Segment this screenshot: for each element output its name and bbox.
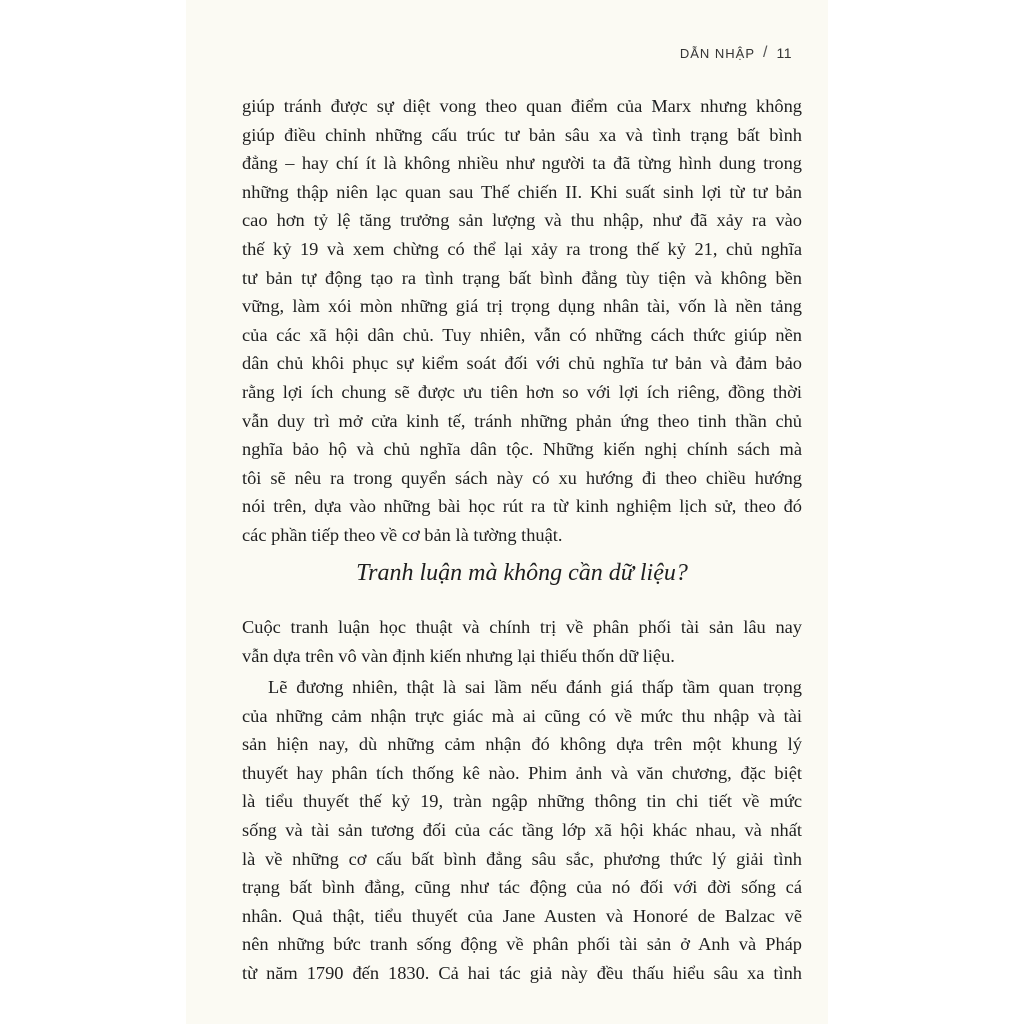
text-line: thuyết hay phân tích thống kê nào. Phim ảnh và văn chương, đặc biệt [242, 762, 802, 783]
text-line: nên những bức tranh sống động về phân phối tài sản ở Anh và Pháp [242, 934, 802, 955]
text-line: đẳng – hay chí ít là không nhiều như người ta đã từng hình dung trong [242, 153, 802, 174]
text-line: là về những cơ cấu bất bình đẳng sâu sắc, phương thức lý giải tình [242, 848, 802, 869]
text-line: vững, làm xói mòn những giá trị trọng dụng nhân tài, vốn là nền tảng [242, 296, 802, 317]
text-line: giúp điều chỉnh những cấu trúc tư bản sâu xa và tình trạng bất bình [242, 124, 802, 145]
text-line: rằng lợi ích chung sẽ được ưu tiên hơn so với lợi ích riêng, đồng thời [242, 381, 802, 402]
paragraph-continuation [242, 92, 802, 550]
section-heading: Tranh luận mà không cần dữ liệu? [356, 560, 688, 586]
text-line: tôi sẽ nêu ra trong quyển sách này có xu hướng đi theo chiều hướng [242, 467, 802, 488]
text-line: thế kỷ 19 và xem chừng có thể lại xảy ra trong thế kỷ 21, chủ nghĩa [242, 238, 802, 259]
text-line: giúp tránh được sự diệt vong theo quan điểm của Marx nhưng không [242, 96, 802, 116]
text-line: nhân. Quả thật, tiểu thuyết của Jane Austen và Honoré de Balzac vẽ [242, 905, 802, 926]
text-line: vẫn duy trì mở cửa kinh tế, tránh những phản ứng theo tinh thần chủ [242, 410, 802, 431]
text-line: tư bản tự động tạo ra tình trạng bất bình đẳng tùy tiện và không bền [242, 267, 802, 288]
text-line: những thập niên lạc quan sau Thế chiến II. Khi suất sinh lợi từ tư bản [242, 181, 802, 202]
text-line: nghĩa bảo hộ và chủ nghĩa dân tộc. Những kiến nghị chính sách mà [242, 439, 802, 460]
text-line: sản hiện nay, dù những cảm nhận đó không dựa trên một khung lý [242, 734, 802, 755]
header-separator: / [763, 44, 769, 61]
text-line: Cuộc tranh luận học thuật và chính trị về phân phối tài sản lâu nay [242, 617, 802, 637]
text-line: của các xã hội dân chủ. Tuy nhiên, vẫn có những cách thức giúp nền [242, 324, 802, 345]
page-number: 11 [776, 45, 792, 61]
text-line: dân chủ khôi phục sự kiểm soát đối với chủ nghĩa tư bản và đảm bảo [242, 353, 802, 374]
paragraph-intro [242, 613, 802, 670]
book-page [186, 0, 828, 1024]
text-line: nói trên, dựa vào những bài học rút ra từ kinh nghiệm lịch sử, theo đó [242, 496, 802, 517]
text-line: các phần tiếp theo về cơ bản là tường thuật. [242, 524, 563, 545]
text-line: của những cảm nhận trực giác mà ai cũng có về mức thu nhập và tài [242, 705, 802, 726]
text-line: vẫn dựa trên vô vàn định kiến nhưng lại thiếu thốn dữ liệu. [242, 645, 675, 666]
text-line: trạng bất bình đẳng, cũng như tác động của nó đối với đời sống cá [242, 877, 802, 898]
chapter-title: DẪN NHẬP [679, 45, 755, 61]
text-line: cao hơn tỷ lệ tăng trưởng sản lượng và thu nhập, như đã xảy ra vào [242, 210, 802, 231]
text-line: Lẽ đương nhiên, thật là sai lầm nếu đánh giá thấp tầm quan trọng [268, 677, 802, 697]
running-header [680, 44, 792, 62]
text-line: là tiểu thuyết thế kỷ 19, tràn ngập những thông tin chi tiết về mức [242, 791, 802, 812]
text-line: sống và tài sản tương đối của các tầng lớp xã hội khác nhau, và nhất [242, 819, 802, 840]
text-line: từ năm 1790 đến 1830. Cả hai tác giả này đều thấu hiểu sâu xa tình [242, 962, 802, 983]
paragraph-body [242, 673, 802, 988]
